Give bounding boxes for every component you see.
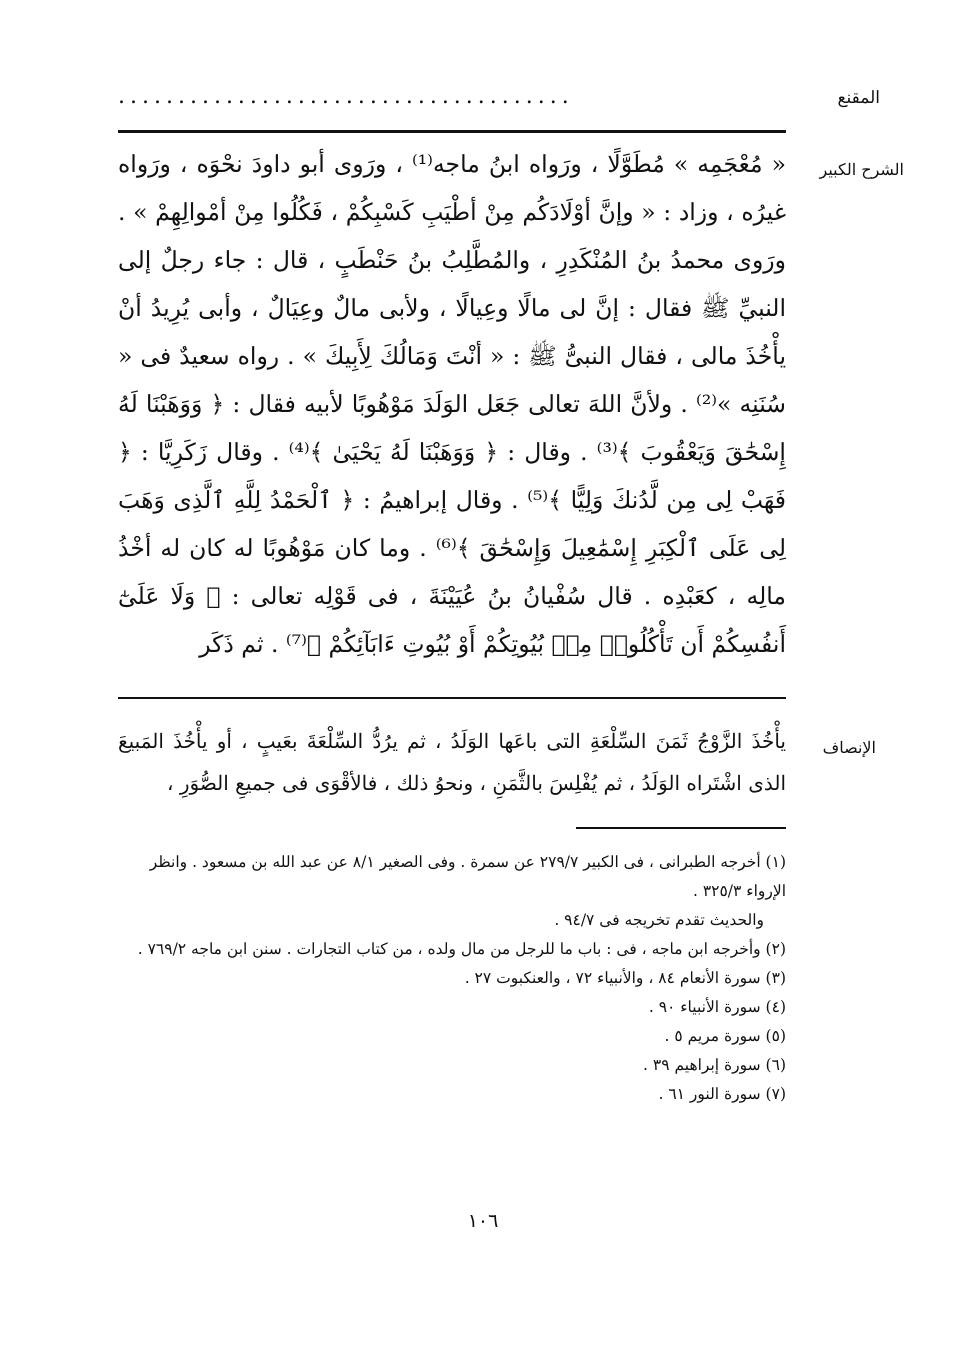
footnote: (٧) سورة النور ٦١ . — [658, 1085, 786, 1103]
insaf-text-block — [118, 720, 786, 804]
main-text-block — [118, 140, 786, 668]
footnote: (٤) سورة الأنبياء ٩٠ . — [648, 998, 786, 1016]
footnote: (٦) سورة إبراهيم ٣٩ . — [643, 1056, 786, 1074]
page-number: ١٠٦ — [467, 1210, 499, 1232]
insaf-paragraph: يأْخُذَ الزَّوْجُ ثَمَنَ السِّلْعَةِ التى باعَها الوَلَدُ ، ثم يرُدُّ السِّلْعَةَ بعَيبٍ ، أو يأْخُذَ المَبيعَ الذى اشْتَراه الوَلَدُ ، ثم يُفْلِسَ بالثَّمَنِ ، ونحوُ ذلك ، فالأقْوَى فى جميعِ الصُّوَرِ ، — [118, 729, 786, 795]
header-dotted-leader: ...................................... — [118, 84, 574, 109]
footnote: (٢) وأخرجه ابن ماجه ، فى : باب ما للرجل من مال ولده ، من كتاب التجارات . سنن ابن ماجه ٧٦٩/٢ . — [137, 940, 786, 958]
main-paragraph: « مُعْجَمِه » مُطَوَّلًا ، ورَواه ابنُ ماجه⁽¹⁾ ، ورَوى أبو داودَ نحْوَه ، ورَواه غيرُه ، وزاد : « وإنَّ أوْلَادَكُم مِنْ أطْيَبِ كَسْبِكُمْ ، فَكُلُوا مِنْ أمْوالِهِمْ » . ورَوى محمدُ بنُ المُنْكَدِرِ ، والمُطَّلِبُ بنُ حَنْطَبٍ ، قال : جاء رجلٌ إلى النبيِّ ﷺ فقال : إنَّ لى مالًا وعِيالًا ، ولأبى مالٌ وعِيَالٌ ، وأبى يُرِيدُ أنْ يأْخُذَ مالى ، فقال النبىُّ ﷺ : « أنْتَ وَمَالُكَ لِأَبِيكَ » . رواه سعيدٌ فى « سُنَنِه »⁽²⁾ . ولأنَّ اللهَ تعالى جَعَل الوَلَدَ مَوْهُوبًا لأبيه فقال : ﴿ وَوَهَبْنَا لَهُ إِسْحَٰقَ وَيَعْقُوبَ ﴾⁽³⁾ . وقال : ﴿ وَوَهَبْنَا لَهُ يَحْيَىٰ ﴾⁽⁴⁾ . وقال زَكَرِيَّا : ﴿ فَهَبْ لِى مِن لَّدُنكَ وَلِيًّا ﴾⁽⁵⁾ . وقال إبراهيمُ : ﴿ ٱلْحَمْدُ لِلَّهِ ٱلَّذِى وَهَبَ لِى عَلَى ٱلْكِبَرِ إِسْمَٰعِيلَ وَإِسْحَٰقَ ﴾⁽⁶⁾ . وما كان مَوْهُوبًا له كان له أخْذُ مالِه ، كعَبْدِه . قال سُفْيانُ بنُ عُيَيْنَةَ ، فى قَوْلِه تعالى : ﴿ وَلَا عَلَىٰٓ أَنفُسِكُمْ أَن تَأْكُلُوا۟ مِنۢ بُيُوتِكُمْ أَوْ بُيُوتِ ءَابَآئِكُمْ ﴾⁽⁷⁾ . ثم ذَكَر — [118, 150, 787, 658]
footnote-continuation: والحديث تقدم تخريجه فى ٩٤/٧ . — [554, 911, 764, 929]
section-label-sharh: الشرح الكبير — [819, 160, 904, 179]
footnote: (٥) سورة مريم ٥ . — [664, 1027, 786, 1045]
running-title: المقنع — [837, 88, 880, 108]
header-rule — [118, 130, 786, 133]
section-divider — [118, 697, 786, 699]
footnote: (٣) سورة الأنعام ٨٤ ، والأنبياء ٧٢ ، والعنكبوت ٢٧ . — [464, 969, 786, 987]
footnotes-block — [118, 848, 786, 1109]
footnote-separator — [576, 827, 786, 829]
footnote: (١) أخرجه الطبرانى ، فى الكبير ٢٧٩/٧ عن سمرة . وفى الصغير ٨/١ عن عبد الله بن مسعود . وانظر الإرواء ٣٢٥/٣ . — [149, 853, 786, 900]
section-label-insaf: الإنصاف — [822, 738, 876, 757]
